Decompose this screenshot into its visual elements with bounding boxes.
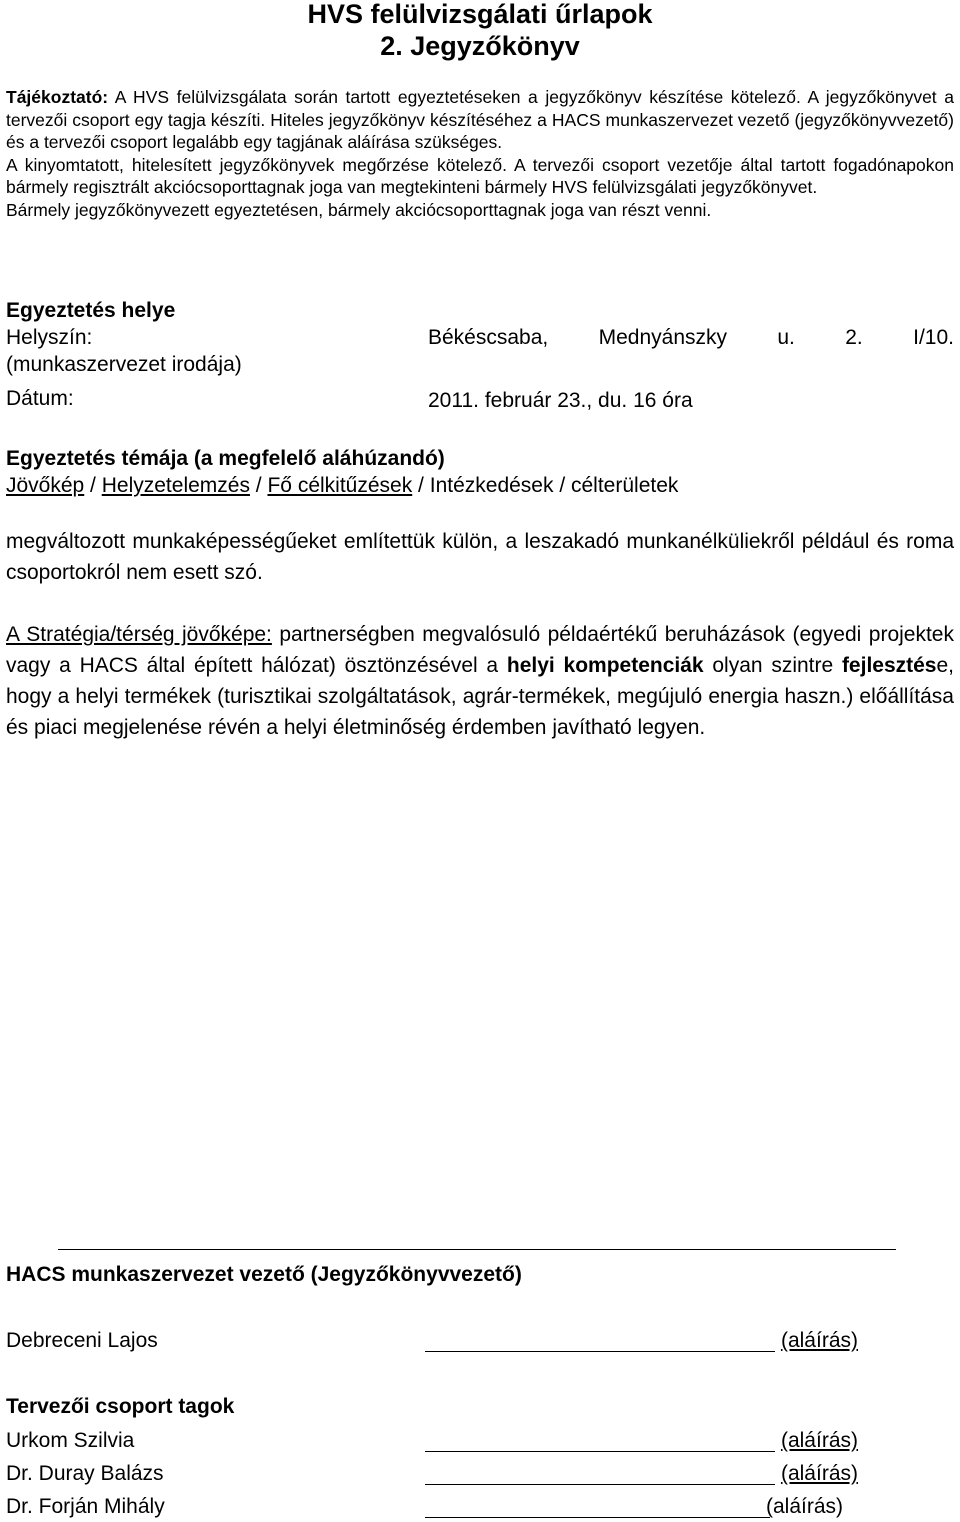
- place-label: Helyszín:: [6, 326, 93, 349]
- member-3-signature-line[interactable]: [425, 1517, 770, 1518]
- topic-heading: Egyeztetés témája (a megfelelő aláhúzandó): [6, 447, 445, 470]
- date-label: Dátum:: [6, 387, 74, 410]
- vision-bold-competencies: helyi kompetenciák: [506, 654, 704, 677]
- notice-text-1: A HVS felülvizsgálata során tartott egyeztetéseken a jegyzőkönyv készítése kötelező. A jegyzőkönyvet a tervezői csoport egy tagja készíti. Hiteles jegyzőkönyv készítéséhez a HACS munkaszervezet vezető (jegyzőkönyvvezető) és a tervezői csoport legalább egy tagjának aláírása szükséges.: [6, 87, 954, 153]
- member-2-signature-label: [760, 1461, 858, 1487]
- member-3-signature-label: (aláírás): [766, 1495, 844, 1518]
- content-text-1: megváltozott munkaképességűeket említettük külön, a leszakadó munkanélküliekről például és roma csoportokról nem esett szó.: [6, 530, 954, 584]
- form-subtitle: 2. Jegyzőkönyv: [380, 31, 580, 61]
- signature-label-text: (aláírás): [780, 1429, 858, 1452]
- topic-option-vision: Jövőkép: [6, 474, 85, 497]
- topic-option-situation: Helyzetelemzés: [101, 474, 250, 497]
- signature-top-rule: [58, 1249, 896, 1250]
- topic-option-goals: Fő célkitűzések: [267, 474, 413, 497]
- leader-signature-line[interactable]: [425, 1351, 775, 1352]
- notice-paragraph-3: Bármely jegyzőkönyvezett egyeztetésen, bármely akciócsoporttagnak joga van részt venni.: [6, 199, 712, 220]
- place-part-street: Mednyánszky: [598, 326, 727, 349]
- signature-label-text: (aláírás): [780, 1329, 858, 1352]
- member-2-signature-line[interactable]: [425, 1484, 775, 1485]
- notice-paragraph-1: [6, 86, 954, 154]
- vision-text-part-3: e, hogy a helyi termékek (turisztikai szolgáltatások, agrár-termékek, megújuló energia haszn.) előállítása és piaci megjelenése révén a helyi életminőség érdemben javítható legyen.: [6, 654, 955, 739]
- vision-text-part-2: olyan szintre: [703, 654, 842, 677]
- member-1-signature-line[interactable]: [425, 1451, 775, 1452]
- topic-options: [6, 473, 678, 499]
- vision-label: A Stratégia/térség jövőképe:: [6, 623, 272, 646]
- content-paragraph-1: [6, 526, 954, 588]
- vision-bold-development: fejlesztés: [841, 654, 937, 677]
- topic-separator: /: [249, 474, 268, 497]
- date-value: 2011. február 23., du. 16 óra: [428, 389, 693, 412]
- leader-heading: HACS munkaszervezet vezető (Jegyzőkönyvvezető): [6, 1263, 522, 1286]
- place-part-number: 2.: [845, 326, 863, 349]
- vision-paragraph: [6, 619, 954, 743]
- notice-paragraph-2: A kinyomtatott, hitelesített jegyzőkönyvek megőrzése kötelező. A tervezői csoport vezetője által tartott fogadónapokon bármely regisztrált akciócsoporttagnak joga van megtekinteni bármely HVS felülvizsgálati jegyzőkönyvet.: [6, 154, 954, 198]
- place-value: [428, 325, 954, 351]
- place-sublabel: (munkaszervezet irodája): [6, 353, 242, 376]
- topic-separator: /: [84, 474, 102, 497]
- topic-option-measures: Intézkedések: [429, 474, 554, 497]
- vision-text-part-1: partnerségben megvalósuló példaértékű beruházások (egyedi projektek vagy a HACS által épített hálózat) ösztönzésével a: [6, 623, 954, 677]
- leader-signature-label: [760, 1328, 858, 1354]
- notice-block: [6, 86, 954, 222]
- member-1-signature-label: [760, 1428, 858, 1454]
- member-name-2: Dr. Duray Balázs: [6, 1462, 164, 1485]
- members-heading: Tervezői csoport tagok: [6, 1395, 235, 1418]
- leader-name: Debreceni Lajos: [6, 1329, 158, 1352]
- topic-option-target-areas: célterületek: [571, 474, 679, 497]
- member-name-3: Dr. Forján Mihály: [6, 1495, 165, 1518]
- topic-separator: /: [412, 474, 430, 497]
- place-part-city: Békéscsaba,: [428, 326, 549, 349]
- member-name-1: Urkom Szilvia: [6, 1429, 135, 1452]
- topic-separator: /: [553, 474, 571, 497]
- form-title: HVS felülvizsgálati űrlapok: [307, 0, 653, 29]
- vision-text: [6, 619, 954, 743]
- signature-label-text: (aláírás): [780, 1462, 858, 1485]
- notice-label: Tájékoztató:: [6, 87, 109, 107]
- location-heading: Egyeztetés helye: [6, 299, 176, 322]
- place-part-abbrev: u.: [777, 326, 795, 349]
- place-part-unit: I/10.: [913, 326, 954, 349]
